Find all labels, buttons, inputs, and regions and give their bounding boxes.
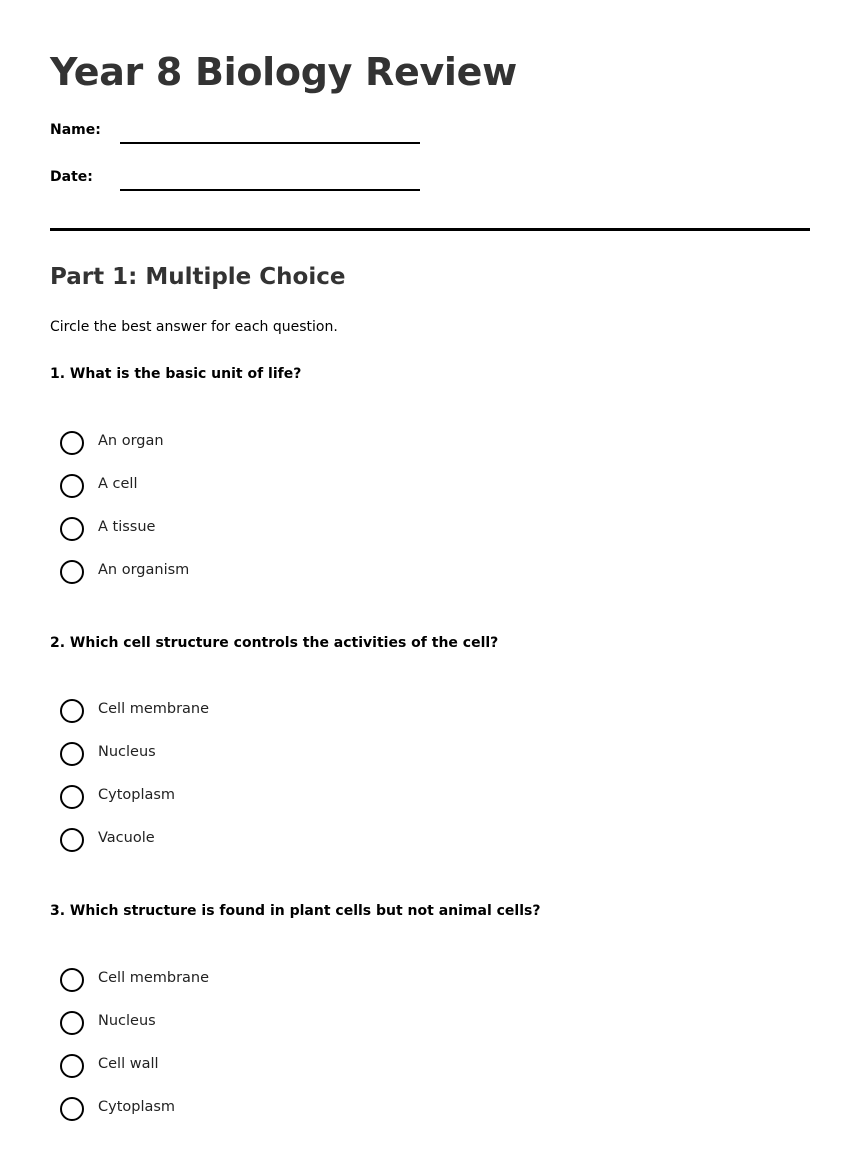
answer-option-label: Vacuole — [98, 830, 155, 846]
name-field-row — [50, 122, 450, 146]
date-blank-line[interactable] — [120, 189, 420, 191]
name-label: Name: — [50, 122, 101, 138]
radio-circle-icon[interactable] — [60, 431, 84, 455]
answer-option[interactable] — [60, 742, 460, 768]
radio-circle-icon[interactable] — [60, 1097, 84, 1121]
answer-option-label: An organism — [98, 562, 190, 578]
answer-option[interactable] — [60, 474, 460, 500]
section-instructions: Circle the best answer for each question. — [50, 319, 338, 335]
radio-circle-icon[interactable] — [60, 742, 84, 766]
answer-option[interactable] — [60, 1054, 460, 1080]
answer-option[interactable] — [60, 560, 460, 586]
answer-option[interactable] — [60, 828, 460, 854]
answer-option-label: Cytoplasm — [98, 1099, 176, 1115]
section-title: Part 1: Multiple Choice — [50, 264, 346, 290]
answer-option-label: Cell wall — [98, 1056, 159, 1072]
answer-option-label: A tissue — [98, 519, 156, 535]
radio-circle-icon[interactable] — [60, 517, 84, 541]
answer-option-label: Cell membrane — [98, 970, 210, 986]
radio-circle-icon[interactable] — [60, 560, 84, 584]
answer-option-label: Nucleus — [98, 1013, 156, 1029]
answer-option-label: Cell membrane — [98, 701, 210, 717]
answer-option[interactable] — [60, 785, 460, 811]
answer-option[interactable] — [60, 968, 460, 994]
date-field-row — [50, 169, 450, 193]
answer-option[interactable] — [60, 517, 460, 543]
name-blank-line[interactable] — [120, 142, 420, 144]
question-text: 3. Which structure is found in plant cells but not animal cells? — [50, 903, 541, 919]
question-text: 2. Which cell structure controls the activities of the cell? — [50, 635, 499, 651]
radio-circle-icon[interactable] — [60, 699, 84, 723]
answer-option[interactable] — [60, 431, 460, 457]
header-divider — [50, 228, 810, 231]
answer-option-label: A cell — [98, 476, 138, 492]
radio-circle-icon[interactable] — [60, 474, 84, 498]
answer-option-label: An organ — [98, 433, 164, 449]
question-text: 1. What is the basic unit of life? — [50, 366, 302, 382]
answer-option-label: Nucleus — [98, 744, 156, 760]
radio-circle-icon[interactable] — [60, 785, 84, 809]
date-label: Date: — [50, 169, 93, 185]
answer-option[interactable] — [60, 699, 460, 725]
answer-option[interactable] — [60, 1097, 460, 1123]
page-title: Year 8 Biology Review — [50, 50, 517, 94]
answer-option-label: Cytoplasm — [98, 787, 176, 803]
radio-circle-icon[interactable] — [60, 968, 84, 992]
answer-option[interactable] — [60, 1011, 460, 1037]
radio-circle-icon[interactable] — [60, 828, 84, 852]
radio-circle-icon[interactable] — [60, 1054, 84, 1078]
radio-circle-icon[interactable] — [60, 1011, 84, 1035]
